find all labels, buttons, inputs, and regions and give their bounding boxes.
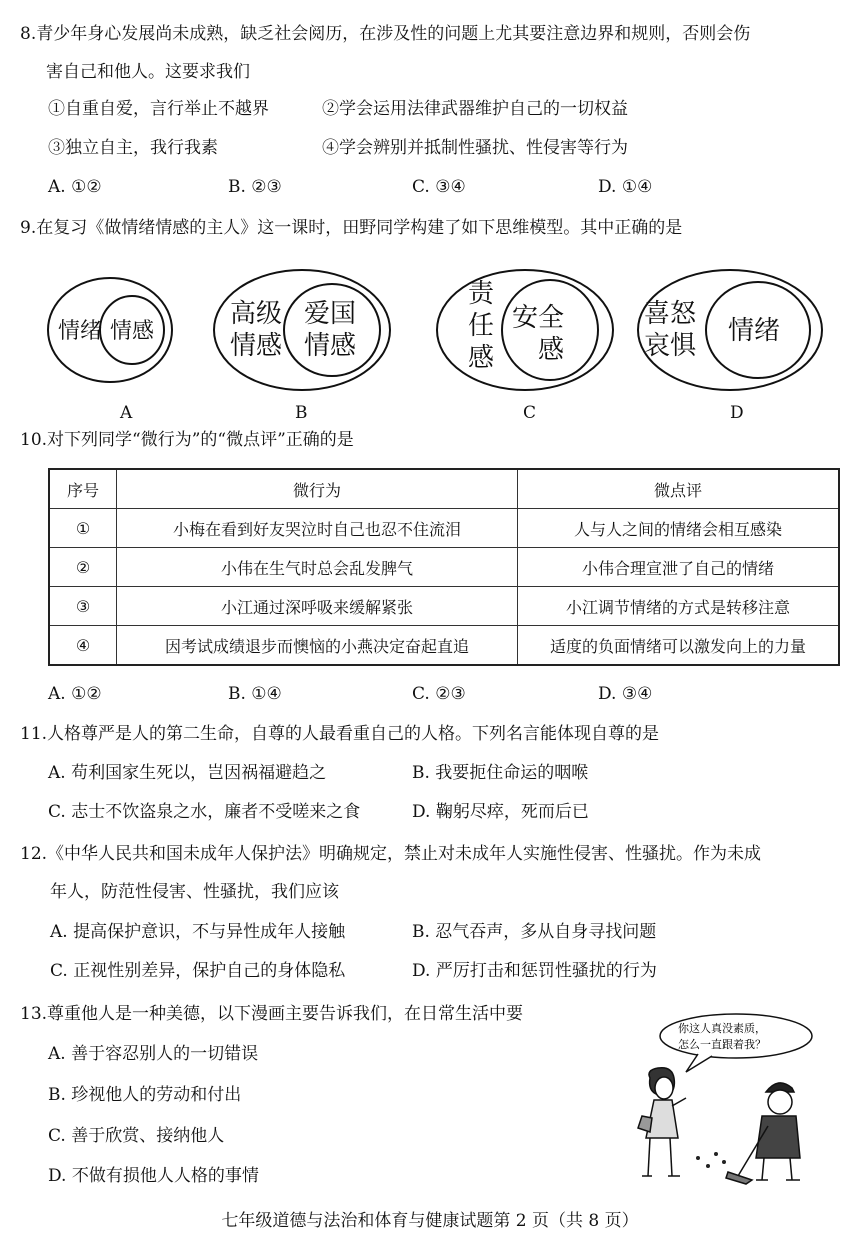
diagram-a-inner-text: 情感 [110,319,155,344]
table-header-behavior: 微行为 [117,469,518,509]
diagram-a-outer-text: 情绪 [58,319,103,344]
q12-stem-line1: 12.《中华人民共和国未成年人保护法》明确规定，禁止对未成年人实施性侵害、性骚扰。作为未成 [20,844,762,864]
table-cell-no: ② [49,548,117,587]
diagram-d-label: D [730,403,744,423]
q12-stem-line2: 年人，防范性侵害、性骚扰，我们应该 [50,882,339,902]
q8-stem-line2: 害自己和他人。这要求我们 [46,62,250,82]
q12-option-b: B. 忍气吞声，多从自身寻找问题 [412,922,657,942]
diagram-b-inner-line2: 情感 [304,331,357,361]
q13-option-b: B. 珍视他人的劳动和付出 [48,1085,242,1105]
q8-item-2: ②学会运用法律武器维护自己的一切权益 [322,99,628,119]
diagram-d-outer-line1: 喜怒 [644,299,697,329]
sanitation-worker-figure [726,1083,800,1184]
diagram-a-label: A [120,403,133,423]
q11-option-a: A. 苟利国家生死以，岂因祸福避趋之 [48,763,327,783]
diagram-c-outer-line2: 任 [468,311,495,341]
diagram-c-label: C [523,403,537,423]
diagram-b-outer-circle [214,270,390,390]
table-cell-no: ① [49,509,117,548]
q8-option-a: A. ①② [48,177,102,197]
diagram-c-inner-line1: 安全 [512,303,565,333]
woman-figure [638,1068,686,1176]
table-cell-comment: 小江调节情绪的方式是转移注意 [518,587,840,626]
q8-item-4: ④学会辨别并抵制性骚扰、性侵害等行为 [322,138,628,158]
q13-stem: 13.尊重他人是一种美德，以下漫画主要告诉我们，在日常生活中要 [20,1004,524,1024]
q13-comic-illustration [628,1008,840,1188]
table-cell-behavior: 小梅在看到好友哭泣时自己也忍不住流泪 [117,509,518,548]
table-cell-comment: 人与人之间的情绪会相互感染 [518,509,840,548]
diagram-d-outer-line2: 哀惧 [644,331,697,361]
q8-item-1: ①自重自爱，言行举止不越界 [48,99,269,119]
q9-thinking-model-diagram [40,250,830,430]
page-footer: 七年级道德与法治和体育与健康试题第 2 页（共 8 页） [221,1211,639,1231]
diagram-d [638,270,822,423]
comic-bubble-line2: 怎么一直跟着我？ [678,1038,766,1051]
table-header-comment: 微点评 [518,469,840,509]
comic-bubble-line1: 你这人真没素质， [678,1022,766,1035]
q10-option-a: A. ①② [48,684,102,704]
q10-option-b: B. ①④ [228,684,282,704]
q10-option-c: C. ②③ [412,684,466,704]
q12-option-d: D. 严厉打击和惩罚性骚扰的行为 [412,961,657,981]
q10-table [48,468,840,666]
q10-option-d: D. ③④ [598,684,653,704]
table-cell-behavior: 小江通过深呼吸来缓解紧张 [117,587,518,626]
diagram-b-inner-circle [284,284,380,376]
table-row [49,509,839,548]
diagram-c-inner-line2: 感 [538,335,565,365]
table-cell-behavior: 因考试成绩退步而懊恼的小燕决定奋起直追 [117,626,518,666]
diagram-b-outer-line2: 情感 [230,331,283,361]
q8-option-d: D. ①④ [598,177,653,197]
q13-option-a: A. 善于容忍别人的一切错误 [48,1044,259,1064]
q8-option-c: C. ③④ [412,177,466,197]
table-header-no: 序号 [49,469,117,509]
diagram-b [214,270,390,423]
diagram-c [437,270,613,423]
q8-item-3: ③独立自主，我行我素 [48,138,218,158]
q12-option-a: A. 提高保护意识，不与异性成年人接触 [50,922,346,942]
table-header-row [49,469,839,509]
q11-stem: 11.人格尊严是人的第二生命，自尊的人最看重自己的人格。下列名言能体现自尊的是 [20,724,660,744]
diagram-a [48,278,172,423]
diagram-b-outer-line1: 高级 [230,299,283,329]
q8-option-b: B. ②③ [228,177,282,197]
table-cell-comment: 小伟合理宣泄了自己的情绪 [518,548,840,587]
q13-option-c: C. 善于欣赏、接纳他人 [48,1126,225,1146]
q11-option-b: B. 我要扼住命运的咽喉 [412,763,589,783]
table-row [49,626,839,666]
diagram-c-outer-line3: 感 [468,343,495,373]
table-cell-behavior: 小伟在生气时总会乱发脾气 [117,548,518,587]
table-row [49,548,839,587]
q8-stem-line1: 8.青少年身心发展尚未成熟，缺乏社会阅历，在涉及性的问题上尤其要注意边界和规则，否则会伤 [20,24,751,44]
table-row [49,587,839,626]
q11-option-d: D. 鞠躬尽瘁，死而后已 [412,802,589,822]
q13-option-d: D. 不做有损他人人格的事情 [48,1166,259,1186]
q12-option-c: C. 正视性别差异，保护自己的身体隐私 [50,961,346,981]
footprint-trail [696,1152,726,1168]
diagram-b-inner-line1: 爱国 [304,299,357,329]
table-cell-no: ④ [49,626,117,666]
q11-option-c: C. 志士不饮盗泉之水，廉者不受嗟来之食 [48,802,361,822]
speech-bubble [660,1014,812,1058]
diagram-c-outer-line1: 责 [468,279,495,309]
q10-stem: 10.对下列同学“微行为”的“微点评”正确的是 [20,430,354,450]
table-cell-comment: 适度的负面情绪可以激发向上的力量 [518,626,840,666]
diagram-b-label: B [295,403,308,423]
q9-stem: 9.在复习《做情绪情感的主人》这一课时，田野同学构建了如下思维模型。其中正确的是 [20,218,683,238]
table-cell-no: ③ [49,587,117,626]
diagram-d-inner-text: 情绪 [728,316,781,346]
speech-bubble-tail [686,1054,712,1072]
